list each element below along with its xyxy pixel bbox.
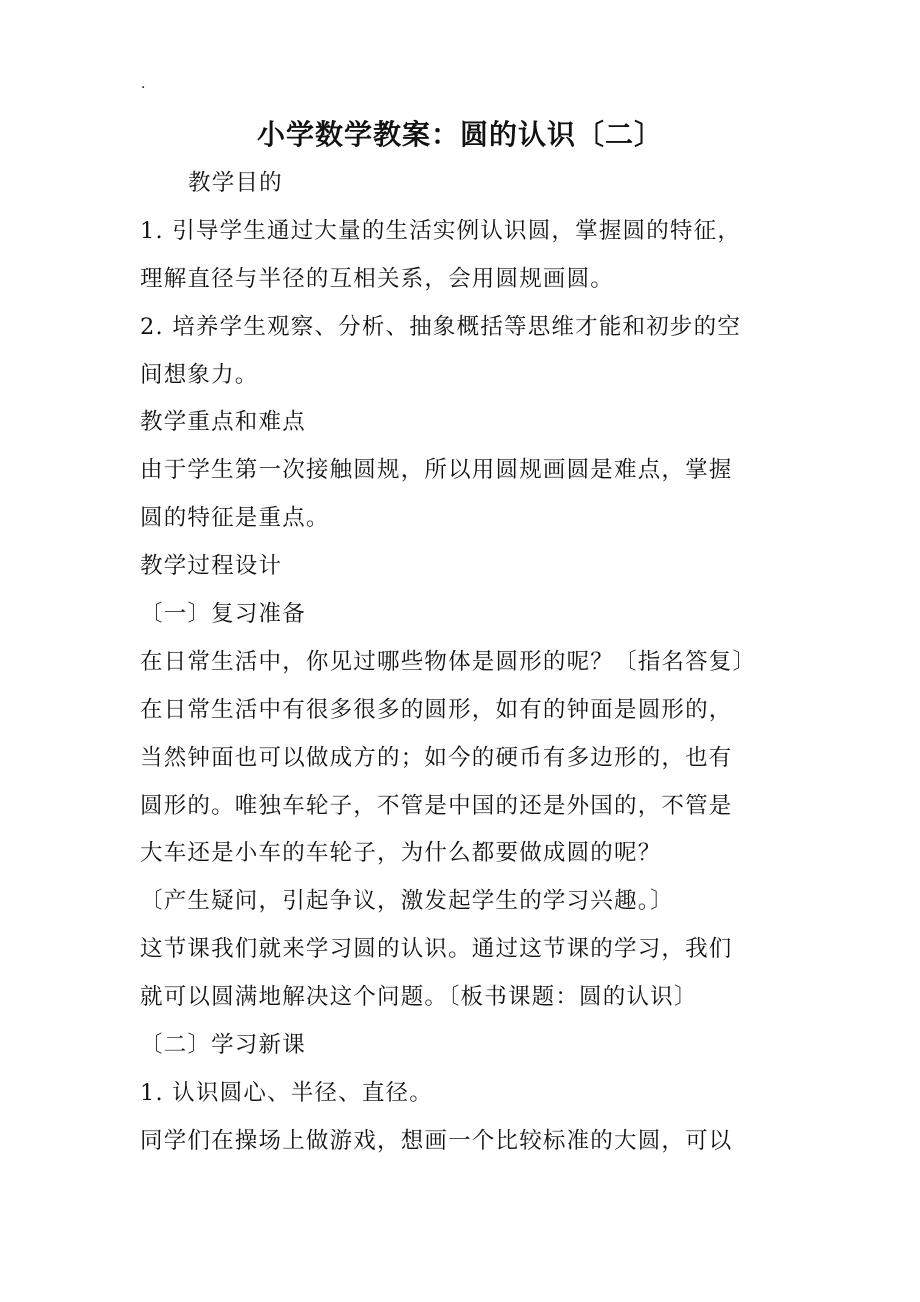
paragraph-line: 2. 培养学生观察、分析、抽象概括等思维才能和初步的空 (140, 313, 742, 340)
paragraph-line: 就可以圆满地解决这个问题。〔板书课题：圆的认识〕 (140, 984, 698, 1011)
paragraph-line: 这节课我们就来学习圆的认识。通过这节课的学习，我们 (140, 936, 733, 963)
subsection-heading-new-lesson: 〔二〕学习新课 (140, 1032, 306, 1059)
paragraph-line: 理解直径与半径的互相关系，会用圆规画圆。 (140, 265, 615, 292)
paragraph-line: 圆的特征是重点。 (140, 505, 330, 532)
paragraph-line: 间想象力。 (140, 361, 259, 388)
document-body (140, 160, 780, 1166)
paragraph-line: 当然钟面也可以做成方的；如今的硬币有多边形的，也有 (140, 744, 733, 771)
paragraph-line: 圆形的。唯独车轮子，不管是中国的还是外国的，不管是 (140, 792, 733, 819)
paragraph-line: 1. 引导学生通过大量的生活实例认识圆，掌握圆的特征， (140, 217, 742, 244)
paragraph-line: 1. 认识圆心、半径、直径。 (140, 1079, 433, 1106)
paragraph-line: 在日常生活中，你见过哪些物体是圆形的呢？〔指名答复〕 (140, 648, 757, 675)
paragraph-line: 同学们在操场上做游戏，想画一个比较标准的大圆，可以 (140, 1127, 733, 1154)
subsection-heading-review: 〔一〕复习准备 (140, 601, 306, 628)
header-mark: . (141, 76, 146, 92)
document-title: 小学数学教案：圆的认识〔二〕 (256, 118, 663, 151)
paragraph-line: 大车还是小车的车轮子，为什么都要做成圆的呢？ (140, 840, 662, 867)
section-heading-key-points: 教学重点和难点 (140, 409, 306, 436)
paragraph-line: 〔产生疑问，引起争议，激发起学生的学习兴趣。〕 (140, 888, 674, 915)
section-heading-process: 教学过程设计 (140, 553, 283, 580)
paragraph-line: 由于学生第一次接触圆规，所以用圆规画圆是难点，掌握 (140, 457, 733, 484)
section-heading-objectives: 教学目的 (188, 170, 283, 196)
paragraph-line: 在日常生活中有很多很多的圆形，如有的钟面是圆形的， (140, 696, 733, 723)
